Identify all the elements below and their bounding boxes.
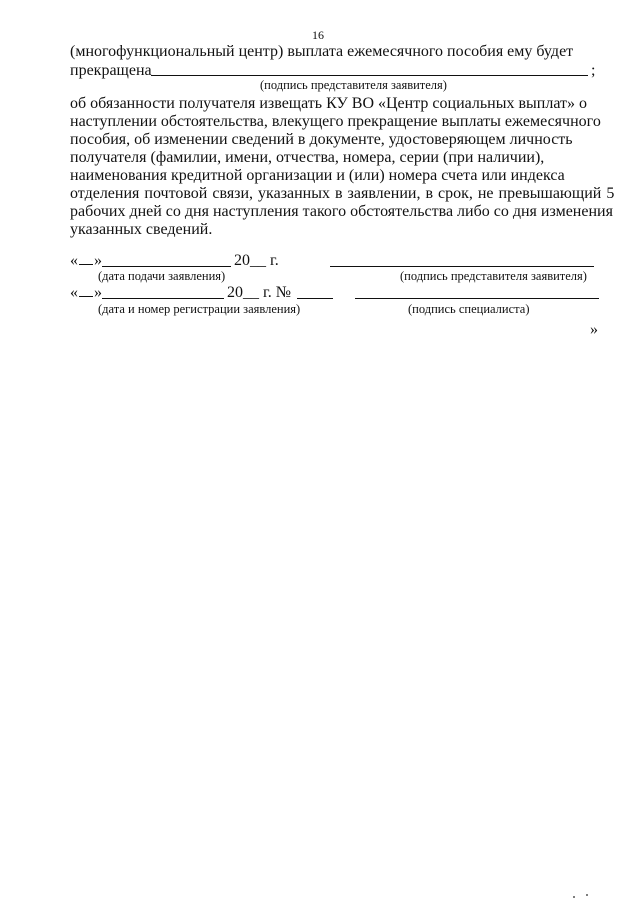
month-blank-submission [102,266,231,267]
year-field-submission: 20__ г. [234,252,279,269]
caption-date-submission: (дата подачи заявления) [98,269,226,283]
signature-line-representative [330,266,594,267]
year-number-field-registration: 20__ г. № [227,284,292,301]
text-line-2-prefix: прекращена [70,62,152,79]
scan-speck [586,894,588,896]
closing-quote: » [590,321,598,338]
paragraph-line: рабочих дней со дня наступления такого обстоятельства либо со дня изменения [70,203,613,220]
paragraph-line: об обязанности получателя извещать КУ ВО «Центр социальных выплат» о [70,95,587,112]
date-field-submission [70,251,102,270]
paragraph-line: наименования кредитной организации и (или) номера счета или индекса [70,167,565,184]
signature-caption-applicant: (подпись представителя заявителя) [260,78,447,92]
date-field-registration [70,283,102,302]
signature-line-specialist [355,298,599,299]
paragraph-line: указанных сведений. [70,221,213,238]
registration-number-blank [297,298,333,299]
text-line-1: (многофункциональный центр) выплата ежемесячного пособия ему будет [70,43,574,60]
paragraph-line: получателя (фамилии, имени, отчества, номера, серии (при наличии), [70,149,545,166]
close-quote: » [94,252,102,269]
day-blank [79,283,93,297]
paragraph-line: наступлении обстоятельства, влекущего прекращение выплаты ежемесячного [70,113,601,130]
caption-date-registration: (дата и номер регистрации заявления) [98,302,301,316]
day-blank [79,251,93,265]
close-quote: » [94,284,102,301]
page-number: 16 [312,28,324,42]
month-blank-registration [102,298,224,299]
open-quote: « [70,284,78,301]
caption-signature-specialist: (подпись специалиста) [408,302,530,316]
caption-signature-representative: (подпись представителя заявителя) [400,269,587,283]
scan-speck [573,896,575,898]
paragraph-line: отделения почтовой связи, указанных в заявлении, в срок, не превышающий 5 [70,185,615,202]
text-line-2-semicolon: ; [591,62,596,79]
open-quote: « [70,252,78,269]
paragraph-line: пособия, об изменении сведений в документе, удостоверяющем личность [70,131,573,148]
signature-line-applicant [151,75,588,76]
